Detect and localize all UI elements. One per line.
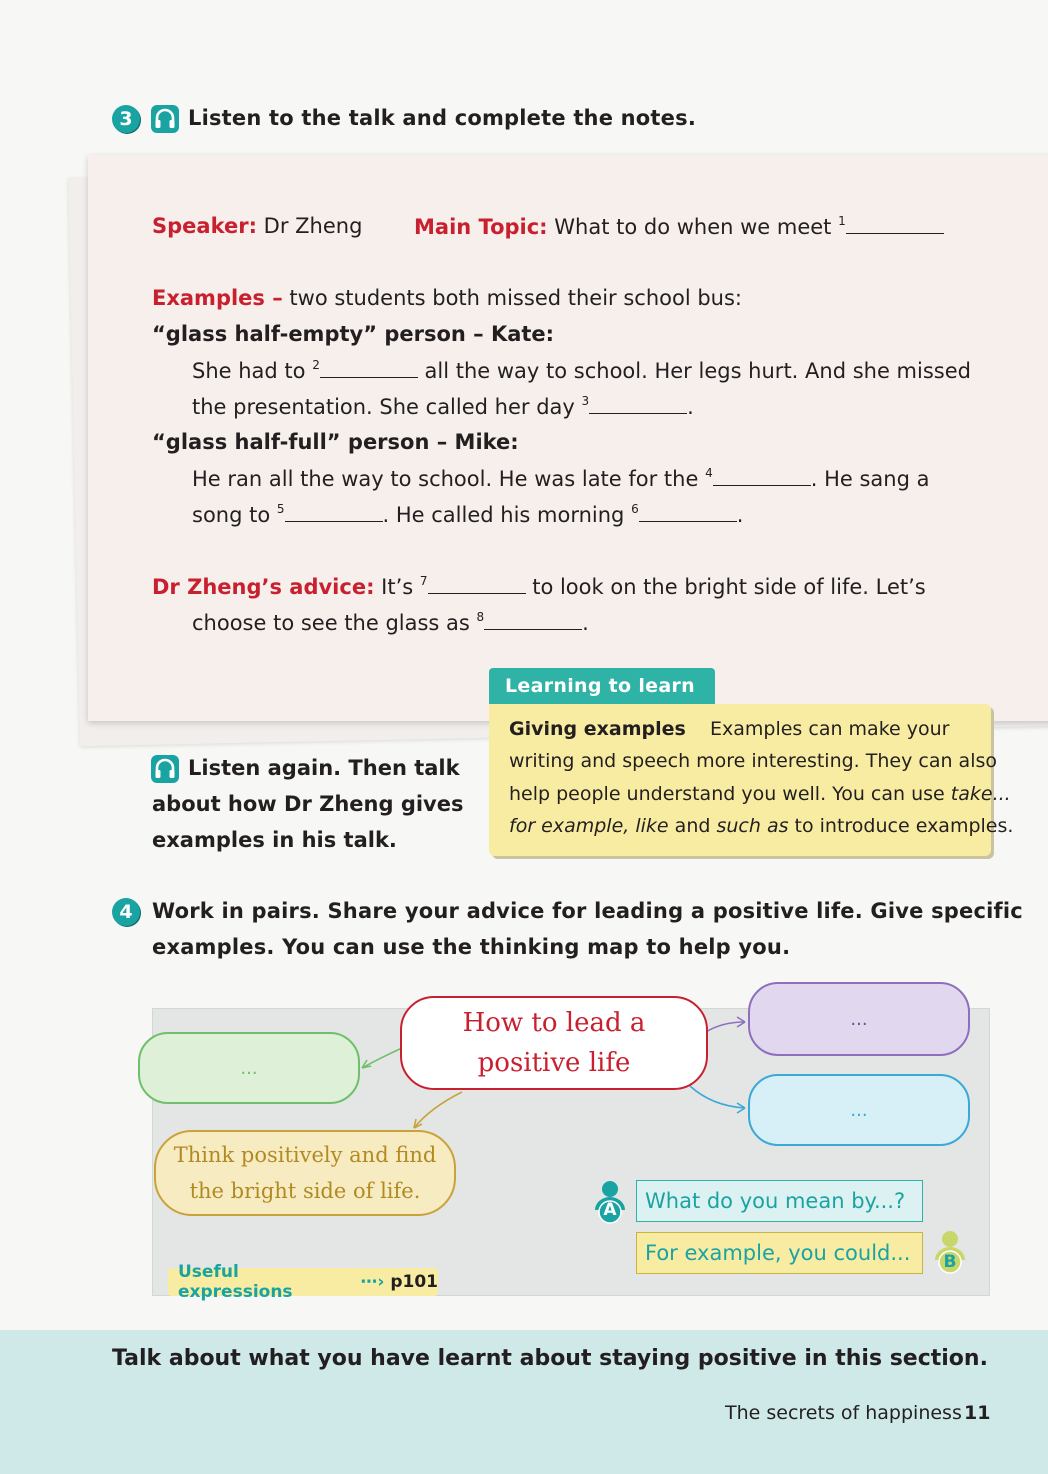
advice-line-2: choose to see the glass as $^8$ . [192,610,589,635]
ltl-line-3: help people understand you well. You can use take... [509,783,1011,805]
task4-instruction-line-1: Work in pairs. Share your advice for leading a positive life. Give specific [152,899,1023,923]
mike-heading: “glass half-full” person – Mike: [152,430,519,454]
unit-title: The secrets of happiness [725,1402,962,1424]
kate-heading: “glass half-empty” person – Kate: [152,322,555,346]
left-idea-bubble: ... [138,1032,360,1104]
mid-right-idea-bubble: ... [748,1074,970,1146]
learning-to-learn-tab: Learning to learn [489,668,715,704]
listen-again-line-1: Listen again. Then talk [188,756,460,780]
kate-line-2: the presentation. She called her day $^3$ . [192,394,694,419]
mike-line-1: He ran all the way to school. He was late for the $^4$ . He sang a [192,466,930,491]
task4-instruction-line-2: examples. You can use the thinking map to help you. [152,935,791,959]
listen-again-line-3: examples in his talk. [152,828,397,852]
top-right-idea-bubble: ... [748,982,970,1056]
arrow-right-icon: ⋯› [360,1272,385,1292]
useful-expressions-link[interactable]: Useful expressions ⋯› p101 [168,1268,438,1296]
ltl-line-1: Giving examples Examples can make your [509,718,950,740]
speaker-a-label: A [603,1200,617,1220]
center-bubble: How to lead a positive life [400,996,708,1090]
speaker-b-label: B [943,1252,957,1272]
example-idea-bubble: Think positively and find the bright side of life. [154,1130,456,1216]
page-number: 11 [964,1402,991,1424]
speech-b: For example, you could... [636,1232,923,1274]
examples-line: Examples – two students both missed their school bus: [152,286,743,310]
task-number-badge: 3 [112,105,140,133]
ltl-line-2: writing and speech more interesting. They can also [509,750,997,772]
ltl-line-4: for example, like and such as to introduce examples. [509,815,1014,837]
advice-line-1: Dr Zheng’s advice: It’s $^7$ to look on the bright side of life. Let’s [152,574,926,599]
speaker-line: Speaker: Dr Zheng [152,214,363,238]
kate-line-1: She had to $^2$ all the way to school. Her legs hurt. And she missed [192,358,971,383]
mike-line-2: song to $^5$ . He called his morning $^6$ . [192,502,744,527]
task-number-badge: 4 [112,898,140,926]
listen-again-line-2: about how Dr Zheng gives [152,792,464,816]
main-topic-line: Main Topic: What to do when we meet $^1$ [414,214,944,239]
speech-a: What do you mean by...? [636,1180,923,1222]
summary-text: Talk about what you have learnt about staying positive in this section. [112,1346,988,1371]
task3-instruction: Listen to the talk and complete the notes. [188,106,696,130]
